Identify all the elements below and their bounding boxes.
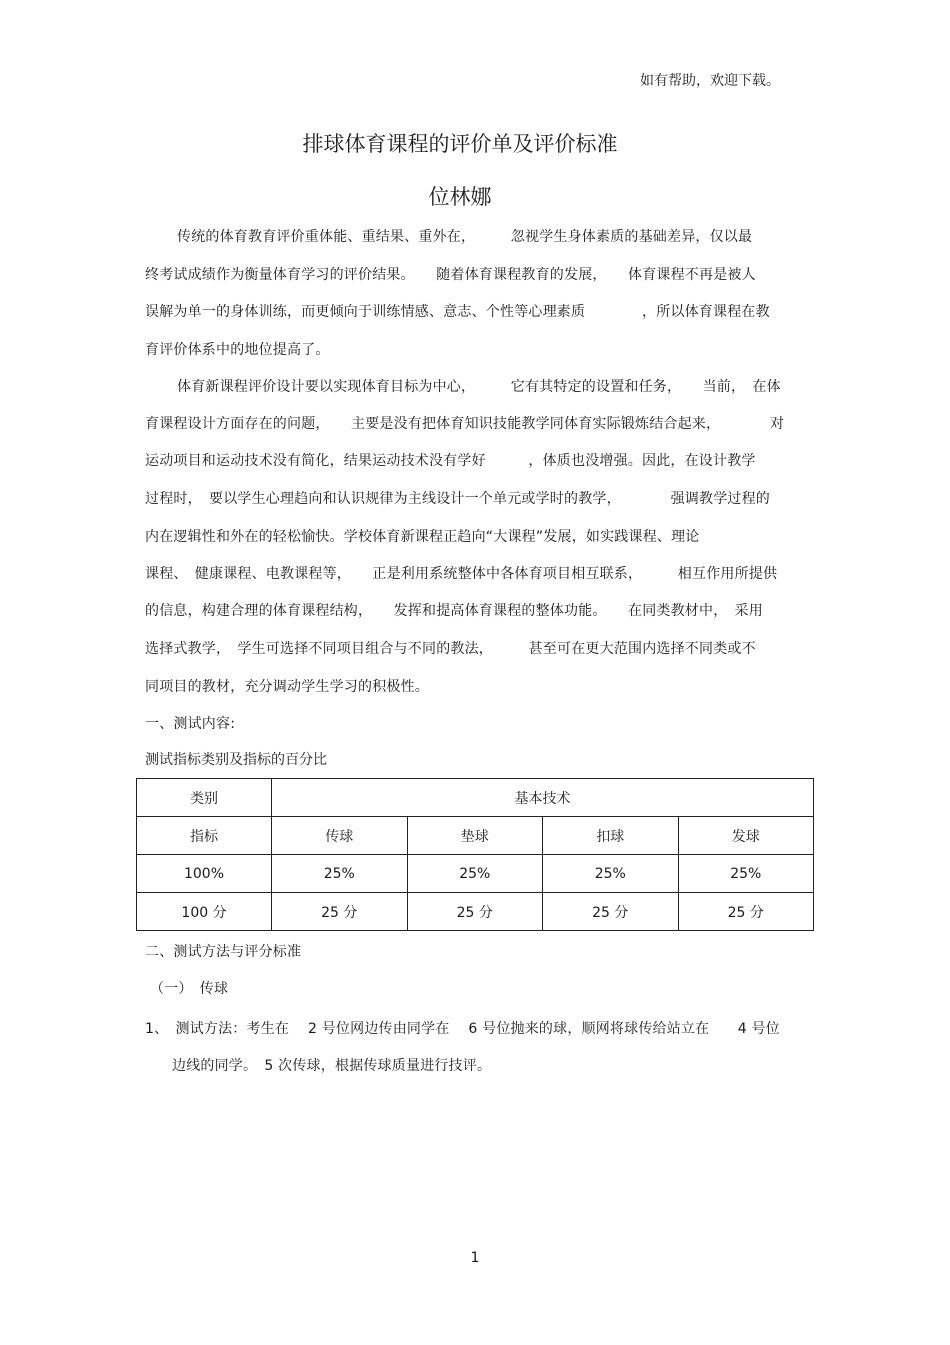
- table-cell-score: 25 分: [543, 893, 679, 931]
- paragraph-2-line: 选择式教学， 学生可选择不同项目组合与不同的教法， 甚至可在更大范围内选择不同类或不: [145, 641, 756, 657]
- table-cell-skill: 垫球: [407, 817, 543, 855]
- paragraph-1-line: 育评价体系中的地位提高了。: [145, 342, 330, 358]
- table-cell-score: 25 分: [678, 893, 814, 931]
- author-name: 位林娜: [428, 185, 492, 209]
- metrics-table: [136, 778, 814, 931]
- paragraph-2-line: 运动项目和运动技术没有简化，结果运动技术没有学好 ，体质也没增强。因此，在设计教学: [145, 453, 756, 469]
- document-title: 排球体育课程的评价单及评价标准: [302, 132, 618, 156]
- table-cell-score-total: 100 分: [137, 893, 272, 931]
- table-cell-percent: 25%: [678, 855, 814, 893]
- table-row: [137, 893, 814, 931]
- table-cell-score: 25 分: [407, 893, 543, 931]
- table-cell-skill: 发球: [678, 817, 814, 855]
- paragraph-2-line: 课程、 健康课程、电教课程等， 正是利用系统整体中各体育项目相互联系， 相互作用所提供: [145, 566, 778, 582]
- paragraph-2-line: 的信息，构建合理的体育课程结构， 发挥和提高体育课程的整体功能。 在同类教材中， 采用: [145, 603, 763, 619]
- subsection-heading: （一） 传球: [150, 981, 229, 997]
- header-note: 如有帮助，欢迎下载。: [640, 73, 780, 89]
- table-cell-score: 25 分: [272, 893, 408, 931]
- paragraph-2-line: 过程时， 要以学生心理趋向和认识规律为主线设计一个单元或学时的教学， 强调教学过程的: [145, 491, 770, 507]
- paragraph-1-line: 传统的体育教育评价重体能、重结果、重外在， 忽视学生身体素质的基础差异，仅以最: [177, 229, 753, 245]
- table-caption: 测试指标类别及指标的百分比: [145, 752, 327, 768]
- table-cell-skill: 扣球: [543, 817, 679, 855]
- table-cell-percent-total: 100%: [137, 855, 272, 893]
- section-2-heading: 二、测试方法与评分标准: [145, 944, 302, 960]
- paragraph-2-line: 体育新课程评价设计要以实现体育目标为中心， 它有其特定的设置和任务， 当前， 在体: [177, 379, 781, 395]
- table-cell-indicator-label: 指标: [137, 817, 272, 855]
- section-1-heading: 一、测试内容:: [145, 716, 236, 732]
- table-cell-percent: 25%: [407, 855, 543, 893]
- table-cell-skill: 传球: [272, 817, 408, 855]
- page-number: 1: [470, 1250, 480, 1266]
- paragraph-1-line: 误解为单一的身体训练，而更倾向于训练情感、意志、个性等心理素质 ，所以体育课程在教: [145, 304, 770, 320]
- table-cell-group-header: 基本技术: [272, 779, 814, 817]
- table-row: [137, 855, 814, 893]
- table-cell-category-header: 类别: [137, 779, 272, 817]
- test-method-line: 1、 测试方法：考生在 2 号位网边传由同学在 6 号位抛来的球，顺网将球传给站立在 4 号位: [145, 1021, 780, 1037]
- paragraph-1-line: 终考试成绩作为衡量体育学习的评价结果。 随着体育课程教育的发展， 体育课程不再是被人: [145, 267, 756, 283]
- paragraph-2-line: 同项目的教材，充分调动学生学习的积极性。: [145, 679, 429, 695]
- paragraph-2-line: 内在逻辑性和外在的轻松愉快。学校体育新课程正趋向“大课程”发展，如实践课程、理论: [145, 529, 700, 545]
- table-cell-percent: 25%: [272, 855, 408, 893]
- paragraph-2-line: 育课程设计方面存在的问题， 主要是没有把体育知识技能教学同体育实际锻炼结合起来， 对: [145, 416, 785, 432]
- table-row: [137, 817, 814, 855]
- table-cell-percent: 25%: [543, 855, 679, 893]
- table-row: [137, 779, 814, 817]
- test-method-line: 边线的同学。 5 次传球，根据传球质量进行技评。: [172, 1058, 492, 1074]
